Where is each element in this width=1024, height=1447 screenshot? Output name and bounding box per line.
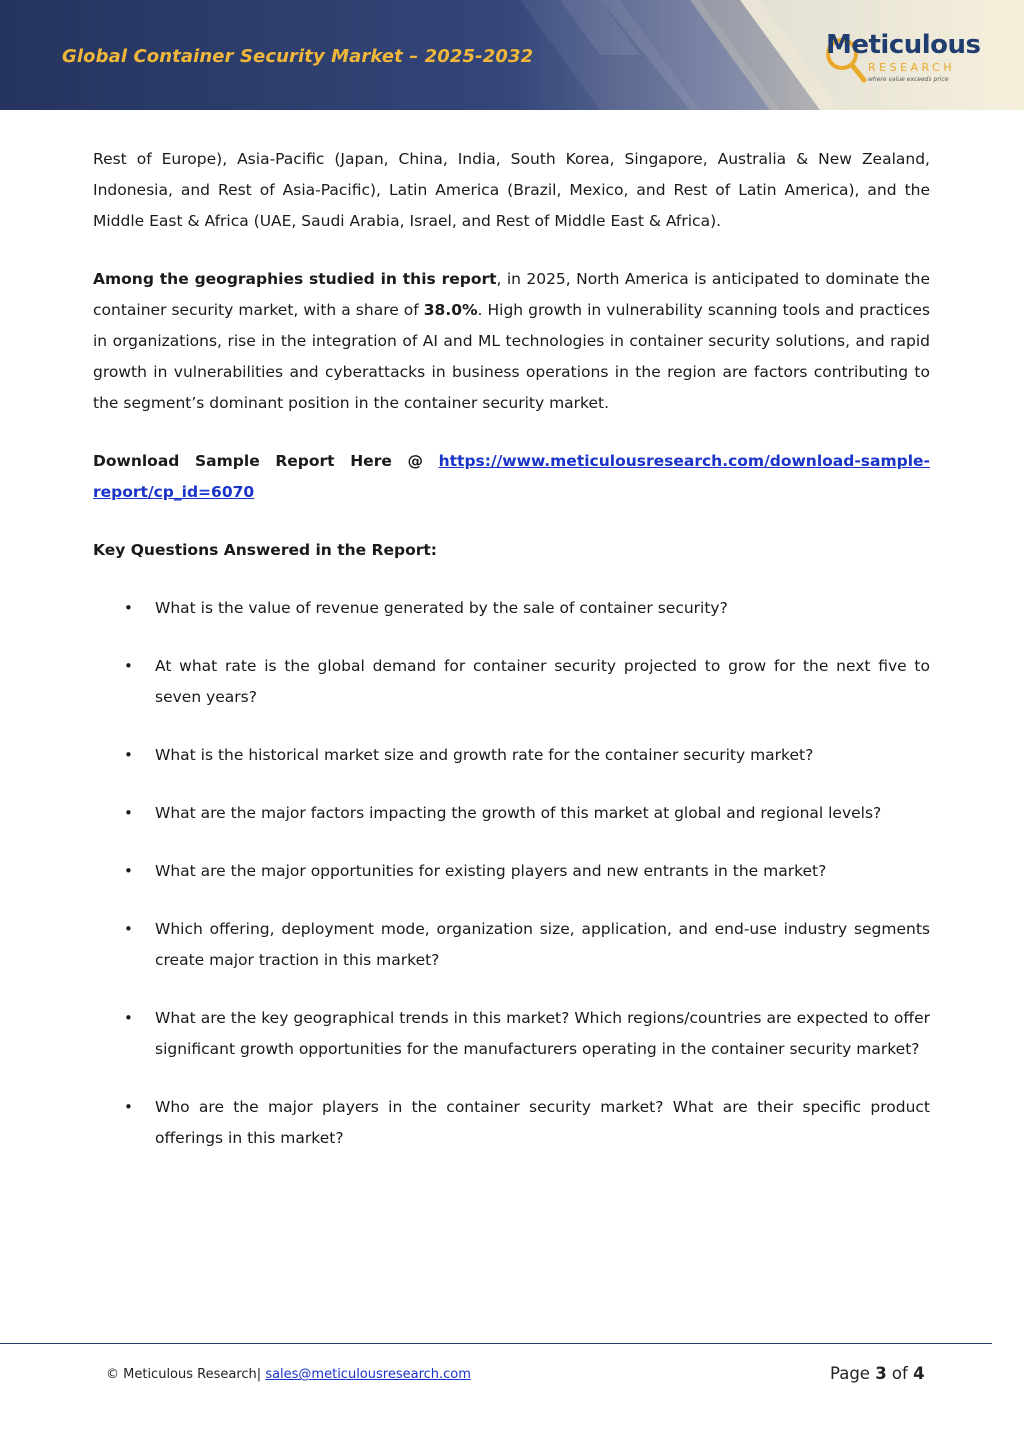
- bullet-icon: •: [124, 657, 133, 675]
- question-text: What is the value of revenue generated by the sale of container security?: [155, 599, 728, 617]
- question-text: What are the key geographical trends in this market? Which regions/countries are expected to offer significant growth opportunities for the manufacturers operating in the container security market?: [155, 1009, 930, 1058]
- question-text: At what rate is the global demand for container security projected to grow for the next five to seven years?: [155, 657, 930, 706]
- bullet-icon: •: [124, 804, 133, 822]
- bullet-icon: •: [124, 1009, 133, 1027]
- list-item: [93, 651, 930, 713]
- paragraph-rest: . High growth in vulnerability scanning tools and practices in organizations, rise in the integration of AI and ML technologies in container security solutions, and rapid growth in vulnerabilities and cyberattacks in business operations in the region are factors contributing to the segment’s dominant position in the container security market.: [93, 301, 930, 412]
- page-of: of: [886, 1364, 914, 1383]
- download-label: Download Sample Report Here @: [93, 452, 439, 470]
- download-sample-link[interactable]: https://www.meticulousresearch.com/download-sample-report/cp_id=6070: [93, 452, 930, 501]
- page-number: [830, 1364, 925, 1383]
- paragraph-mid: , in 2025, North America is anticipated to dominate the container security market, with a share of: [93, 270, 930, 319]
- paragraph-regions: Rest of Europe), Asia-Pacific (Japan, China, India, South Korea, Singapore, Australia & New Zealand, Indonesia, and Rest of Asia-Pacific), Latin America (Brazil, Mexico, and Rest of Latin America), and the Middle East & Africa (UAE, Saudi Arabia, Israel, and Rest of Middle East & Africa).: [93, 150, 930, 230]
- key-questions-heading: Key Questions Answered in the Report:: [93, 541, 438, 559]
- bullet-icon: •: [124, 920, 133, 938]
- page-current: 3: [875, 1364, 887, 1383]
- question-text: What are the major factors impacting the growth of this market at global and regional levels?: [155, 804, 882, 822]
- list-item: [93, 740, 930, 771]
- logo-sub: RESEARCH: [868, 61, 956, 74]
- question-text: What are the major opportunities for existing players and new entrants in the market?: [155, 862, 827, 880]
- list-item: [93, 856, 930, 887]
- company-logo: [822, 30, 981, 88]
- list-item: [93, 1092, 930, 1154]
- list-item: [93, 1003, 930, 1065]
- question-text: Who are the major players in the container security market? What are their specific product offerings in this market?: [155, 1098, 930, 1147]
- page-word: Page: [830, 1364, 876, 1383]
- bullet-icon: •: [124, 862, 133, 880]
- list-item: [93, 798, 930, 829]
- list-item: [93, 914, 930, 976]
- bullet-icon: •: [124, 1098, 133, 1116]
- contact-email-link[interactable]: sales@meticulousresearch.com: [265, 1367, 471, 1382]
- paragraph-geographies: [93, 264, 930, 419]
- share-value: 38.0%: [423, 301, 478, 319]
- copyright-text: © Meticulous Research|: [106, 1367, 262, 1382]
- bold-lead: Among the geographies studied in this report: [93, 270, 497, 288]
- page-total: 4: [913, 1364, 925, 1383]
- footer-copyright: [106, 1367, 471, 1382]
- question-text: Which offering, deployment mode, organization size, application, and end-use industry segments create major traction in this market?: [155, 920, 930, 969]
- key-questions-list: [93, 593, 930, 1154]
- bullet-icon: •: [124, 746, 133, 764]
- report-title: Global Container Security Market – 2025-2032: [62, 46, 534, 67]
- header-banner: [0, 0, 1024, 110]
- bullet-icon: •: [124, 599, 133, 617]
- list-item: [93, 593, 930, 624]
- download-paragraph: [93, 446, 930, 508]
- question-text: What is the historical market size and growth rate for the container security market?: [155, 746, 814, 764]
- logo-tagline: where value exceeds price: [868, 76, 949, 83]
- footer-divider: [0, 1343, 992, 1344]
- document-body: [93, 144, 930, 1181]
- logo-name: Meticulous: [826, 30, 981, 60]
